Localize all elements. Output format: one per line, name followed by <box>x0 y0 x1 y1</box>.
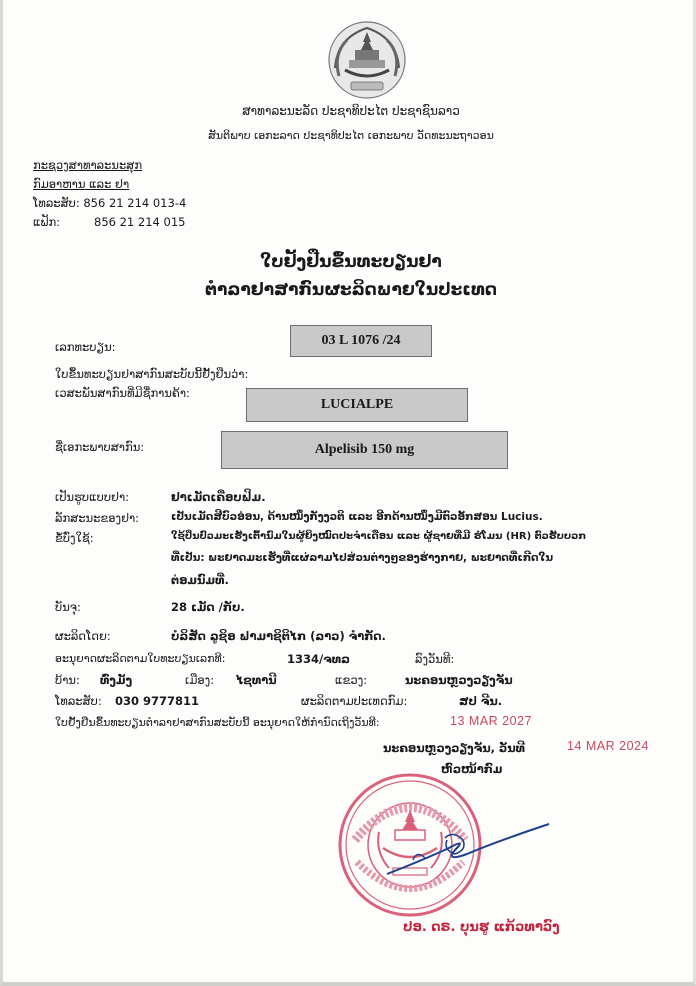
province-value: ນະຄອນຫຼວງວຽງຈັນ <box>405 673 513 687</box>
issue-date-stamp: 14 MAR 2024 <box>567 739 649 753</box>
generic-name-label: ຊື່ເອກະພາບສາກົນ: <box>55 440 145 454</box>
national-emblem-icon <box>325 18 409 100</box>
validity-date-stamp: 13 MAR 2027 <box>450 714 532 728</box>
manufacturer-value: ບໍລິສັດ ລູຊິອ ຟາມາຊິຕິໄກ (ລາວ) ຈຳກັດ. <box>171 629 386 643</box>
province-label: ແຂວງ: <box>335 673 368 687</box>
certify-statement: ໃບຂຶ້ນທະບຽນຢາສາກົນສະບັບນີ້ຢັ້ງຢືນວ່າ: <box>55 367 249 381</box>
national-motto: ສັນຕິພາບ ເອກະລາດ ປະຊາທິປະໄຕ ເອກະພາບ ວັດທະນະຖາວອນ <box>208 129 494 142</box>
registration-number-box: 03 L 1076 /24 <box>290 325 432 357</box>
package-value: 28 ເມັດ /ກັບ. <box>171 600 245 614</box>
dosage-form-label: ເປັນຮູບແບບຢາ: <box>55 490 130 504</box>
license-number-label: ອະນຸຍາດຜະລິດຕາມໃບທະບຽນເລກທີ: <box>55 652 226 665</box>
document-title: ໃບຢັ້ງຢືນຂຶ້ນທະບຽນຢາ <box>260 252 442 272</box>
manufacturer-label: ຜະລິດໂດຍ: <box>55 629 111 643</box>
validity-statement: ໃບຢັ້ງຢືນຂຶ້ນທະບຽນຕຳລາຢາສາກົນສະບັບນີ້ ອະນຸຍາດໃຫ້ກຳນົດເຖິງວັນທີ: <box>55 716 380 729</box>
brand-name-label: ເວສະພັນສາກົນທີ່ມີຊື່ການຄ້າ: <box>55 386 190 400</box>
issuer-fax-label: ແຟັກ: <box>33 215 61 229</box>
origin-value: ສປ ຈີນ. <box>459 694 503 708</box>
description-value: ເປັນເມັດສີບົວອ່ອນ, ດ້ານໜຶ່ງກັງງວຕິ ແລະ ອີກດ້ານໜຶ່ງມີຕົວອັກສອນ Lucius. <box>171 511 543 523</box>
district-value: ໄຊທານີ <box>236 673 277 687</box>
dosage-form-value: ຢາເມັດເຄືອບຟິມ. <box>171 490 266 504</box>
village-value: ທົ່ງມັງ <box>100 673 133 687</box>
signer-role: ຫົວໜ້າກົມ <box>441 762 503 776</box>
telephone-label: ໂທລະສັບ: <box>55 694 102 708</box>
generic-name-box: Alpelisib 150 mg <box>221 431 508 469</box>
country-name: ສາທາລະນະລັດ ປະຊາທິປະໄຕ ປະຊາຊົນລາວ <box>242 104 460 118</box>
issue-place-text: ນະຄອນຫຼວງວຽງຈັນ, ວັນທີ <box>383 741 526 755</box>
issuer-fax: 856 21 214 015 <box>94 215 186 229</box>
indication-label: ຂໍ້ບົ່ງໃຊ້: <box>55 531 94 545</box>
indication-line-2: ທີ່ເປັນ: ພະຍາດມະເຮັງທີ່ແຜ່ລາມໄປສ່ວນຕ່າງໆຂອງຮ່າງກາຍ, ພະຍາດທີ່ເກີດໃນ <box>171 552 554 564</box>
village-label: ບ້ານ: <box>55 673 80 687</box>
package-label: ບັນຈຸ: <box>55 600 81 614</box>
handwritten-signature-icon <box>383 820 553 880</box>
registration-number-label: ເລກທະບຽນ: <box>55 340 116 354</box>
department-name: ກົມອາຫານ ແລະ ຢາ <box>33 177 130 191</box>
ministry-name: ກະຊວງສາທາລະນະສຸກ <box>33 158 143 172</box>
telephone-value: 030 9777811 <box>115 694 200 708</box>
brand-name-box: LUCIALPE <box>246 388 468 422</box>
license-date-label: ລົງວັນທີ: <box>415 652 455 666</box>
origin-label: ຜະລິດຕາມປະເທດກົມ: <box>301 694 408 708</box>
license-number-value: 1334/ຈທລ <box>287 652 350 666</box>
signer-name: ປອ. ດຣ. ບຸນຮູ ແກ້ວທາວົງ <box>403 920 560 935</box>
indication-line-1: ໃຊ້ປິ່ນປົວມະເຮັງເຕົ້ານົມໃນຜູ້ຍິງໝົດປະຈຳເດືອນ ແລະ ຜູ້ຊາຍທີ່ມີ ຮໍໂມນ (HR) ຕົວຮັບບວກ <box>171 531 587 542</box>
indication-line-3: ຕ່ອມນົມທີ່. <box>171 573 229 587</box>
document-subtitle: ຕຳລາຢາສາກົນຜະລິດພາຍໃນປະເທດ <box>204 280 497 300</box>
issuer-phone: ໂທລະສັບ: 856 21 214 013-4 <box>33 196 187 210</box>
description-label: ລັກສະນະຂອງຢາ: <box>55 511 140 525</box>
district-label: ເມືອງ: <box>185 673 215 687</box>
